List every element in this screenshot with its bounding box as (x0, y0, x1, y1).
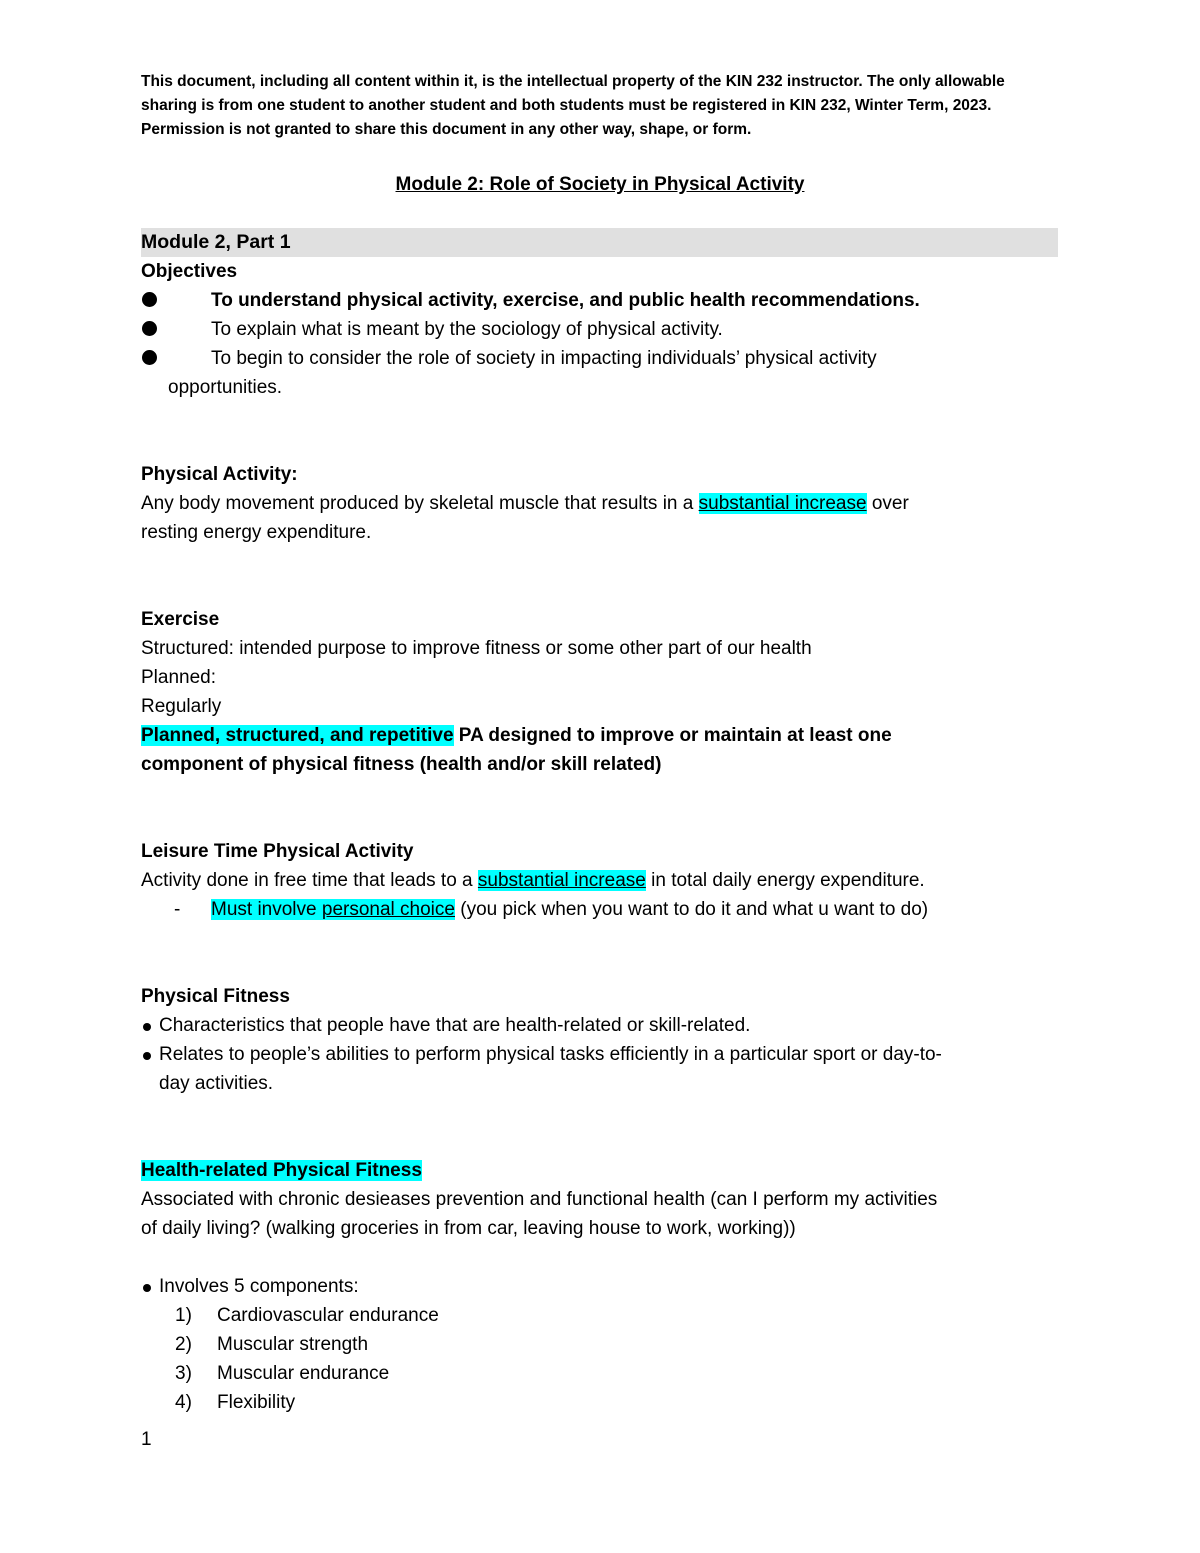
document-title: Module 2: Role of Society in Physical Activity (395, 174, 805, 195)
health-related-fitness-heading: Health-related Physical Fitness (141, 1160, 422, 1181)
objective-item: To explain what is meant by the sociology of physical activity. (141, 315, 1061, 344)
health-fitness-line1: Associated with chronic desieases prevention and functional health (can I perform my activities (141, 1189, 938, 1210)
leisure-definition: Activity done in free time that leads to a substantial increase in total daily energy expenditure. (141, 870, 925, 891)
component-item: 1) Cardiovascular endurance (175, 1305, 439, 1326)
leisure-heading: Leisure Time Physical Activity (141, 841, 414, 862)
fitness-bullet-continuation: day activities. (159, 1073, 274, 1094)
objective-item-continuation: opportunities. (168, 377, 283, 398)
dash-marker: - (174, 899, 181, 920)
exercise-heading: Exercise (141, 609, 220, 630)
exercise-definition: Planned, structured, and repetitive PA designed to improve or maintain at least one (141, 725, 892, 746)
exercise-regularly: Regularly (141, 696, 222, 717)
physical-activity-definition-line2: resting energy expenditure. (141, 522, 372, 543)
fitness-bullet: Characteristics that people have that are health-related or skill-related. (141, 1011, 1061, 1040)
health-fitness-line2: of daily living? (walking groceries in from car, leaving house to work, working)) (141, 1218, 796, 1239)
components-bullet: Involves 5 components: (141, 1272, 1061, 1301)
highlighted-term: substantial increase (698, 493, 867, 514)
physical-activity-heading: Physical Activity: (141, 464, 298, 485)
highlighted-term: Must involve personal choice (211, 899, 455, 920)
copyright-disclaimer: This document, including all content within it, is the intellectual property of the KIN 232 instructor. The only allowable sharing is from one student to another student and both students must be registered in KIN 232, Winter Term, 2023. Permission is not granted to share this document in any other way, shape, or form. (141, 73, 1005, 138)
bullet-icon (143, 1284, 151, 1292)
bullet-icon (143, 1052, 151, 1060)
highlighted-term: Planned, structured, and repetitive (141, 725, 454, 746)
physical-activity-definition: Any body movement produced by skeletal muscle that results in a substantial increase over (141, 493, 909, 514)
exercise-structured: Structured: intended purpose to improve fitness or some other part of our health (141, 638, 812, 659)
physical-fitness-heading: Physical Fitness (141, 986, 290, 1007)
module-heading: Module 2, Part 1 (141, 228, 1058, 257)
bullet-icon (143, 1023, 151, 1031)
fitness-bullet: Relates to people’s abilities to perform physical tasks efficiently in a particular sport or day-to- (141, 1040, 1061, 1069)
objective-item: To begin to consider the role of society in impacting individuals’ physical activity (141, 344, 1061, 373)
leisure-dash-item: - Must involve personal choice (you pick when you want to do it and what u want to do) (141, 895, 1061, 924)
document-body (141, 228, 1061, 1417)
objective-item: To understand physical activity, exercise, and public health recommendations. (141, 286, 1061, 315)
bullet-icon (142, 292, 157, 307)
highlighted-term: substantial increase (477, 870, 646, 891)
objectives-heading: Objectives (141, 261, 238, 282)
bullet-icon (142, 350, 157, 365)
component-item: 4) Flexibility (175, 1392, 296, 1413)
bullet-icon (142, 321, 157, 336)
component-item: 2) Muscular strength (175, 1334, 369, 1355)
page-number: 1 (141, 1429, 152, 1450)
exercise-planned: Planned: (141, 667, 217, 688)
component-item: 3) Muscular endurance (175, 1363, 390, 1384)
exercise-definition-line2: component of physical fitness (health and/or skill related) (141, 754, 662, 775)
